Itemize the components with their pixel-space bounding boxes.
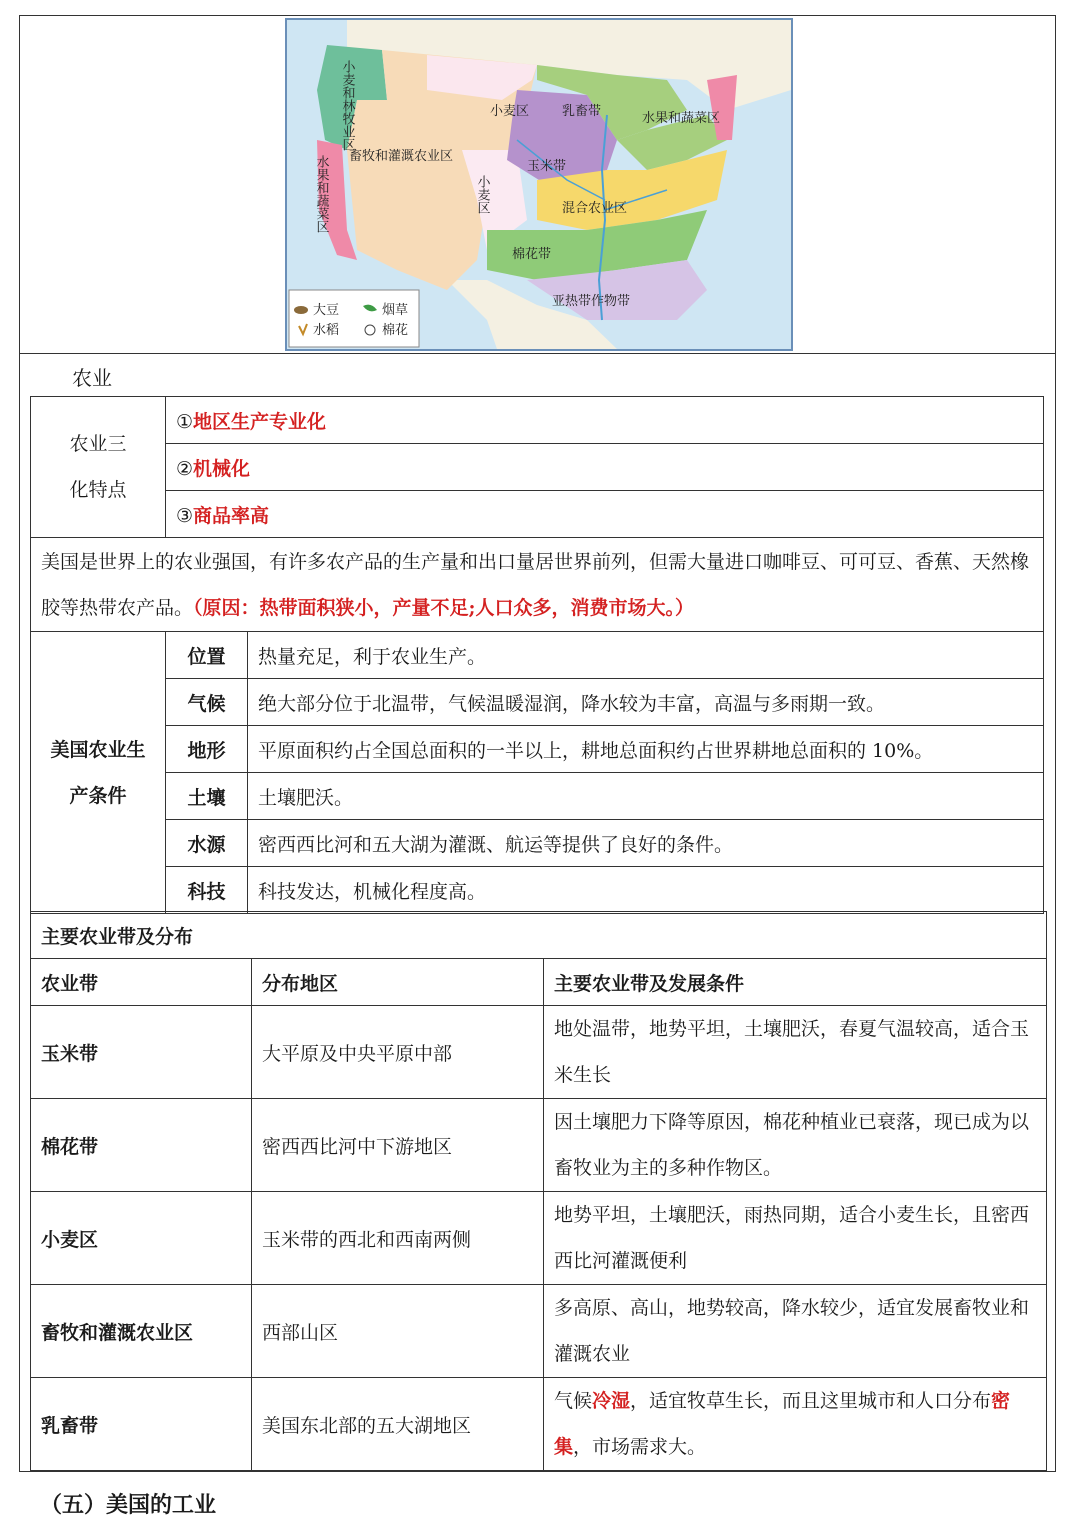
map-label-cotton: 棉花带 xyxy=(512,247,552,262)
three-features-label: 农业三化特点 xyxy=(31,397,166,538)
condition-desc: 土壤肥沃。 xyxy=(248,773,1044,820)
condition-desc: 绝大部分位于北温带，气候温暖湿润，降水较为丰富，高温与多雨期一致。 xyxy=(248,679,1044,726)
belt-area: 玉米带的西北和西南两侧 xyxy=(252,1192,544,1285)
agriculture-table xyxy=(30,396,1044,914)
belts-title: 主要农业带及分布 xyxy=(31,912,1047,959)
belt-area: 大平原及中央平原中部 xyxy=(252,1006,544,1099)
map-label-wheat-south: 小麦区 xyxy=(474,175,490,214)
belt-name: 畜牧和灌溉农业区 xyxy=(31,1285,252,1378)
map-label-subtropical: 亚热带作物带 xyxy=(552,294,631,309)
belt-area: 西部山区 xyxy=(252,1285,544,1378)
belts-header-name: 农业带 xyxy=(31,959,252,1006)
map-graphic xyxy=(287,20,791,349)
usa-agriculture-map xyxy=(285,18,793,351)
belts-table xyxy=(30,911,1047,1471)
map-label-wheat-forest-pasture: 小麦和林牧业区 xyxy=(339,60,355,151)
agriculture-intro: 美国是世界上的农业强国，有许多农产品的生产量和出口量居世界前列，但需大量进口咖啡豆、可可豆、香蕉、天然橡胶等热带农产品。（原因：热带面积狭小，产量不足;人口众多，消费市场大。） xyxy=(31,538,1044,632)
map-label-fruit-veg-east: 水果和蔬菜区 xyxy=(642,111,721,126)
belts-header-cond: 主要农业带及发展条件 xyxy=(544,959,1047,1006)
belt-name: 玉米带 xyxy=(31,1006,252,1099)
map-label-fruit-veg-west: 水果和蔬菜区 xyxy=(313,155,329,233)
condition-desc: 密西西比河和五大湖为灌溉、航运等提供了良好的条件。 xyxy=(248,820,1044,867)
legend-tobacco-label: 烟草 xyxy=(382,303,409,318)
map-label-pasture-irrigation: 畜牧和灌溉农业区 xyxy=(349,149,454,164)
feature-3: ③商品率高 xyxy=(166,491,1044,538)
condition-factor: 地形 xyxy=(166,726,248,773)
map-label-wheat-north: 小麦区 xyxy=(490,104,530,119)
belt-name: 棉花带 xyxy=(31,1099,252,1192)
condition-desc: 热量充足，利于农业生产。 xyxy=(248,632,1044,679)
feature-2: ②机械化 xyxy=(166,444,1044,491)
belt-name: 小麦区 xyxy=(31,1192,252,1285)
legend-cotton-label: 棉花 xyxy=(382,323,409,338)
legend-rice-label: 水稻 xyxy=(313,323,340,338)
condition-desc: 科技发达，机械化程度高。 xyxy=(248,867,1044,914)
belt-area: 密西西比河中下游地区 xyxy=(252,1099,544,1192)
condition-factor: 位置 xyxy=(166,632,248,679)
condition-factor: 气候 xyxy=(166,679,248,726)
belt-area: 美国东北部的五大湖地区 xyxy=(252,1378,544,1471)
belt-name: 乳畜带 xyxy=(31,1378,252,1471)
condition-factor: 土壤 xyxy=(166,773,248,820)
next-section-heading: （五）美国的工业 xyxy=(40,1492,217,1518)
belts-header-area: 分布地区 xyxy=(252,959,544,1006)
map-label-corn: 玉米带 xyxy=(527,159,567,174)
belt-cond: 因土壤肥力下降等原因，棉花种植业已衰落，现已成为以畜牧业为主的多种作物区。 xyxy=(544,1099,1047,1192)
legend-soybean-label: 大豆 xyxy=(313,303,340,318)
belt-cond: 多高原、高山，地势较高，降水较少，适宜发展畜牧业和灌溉农业 xyxy=(544,1285,1047,1378)
belt-cond: 地处温带，地势平坦，土壤肥沃，春夏气温较高，适合玉米生长 xyxy=(544,1006,1047,1099)
condition-desc: 平原面积约占全国总面积的一半以上，耕地总面积约占世界耕地总面积的 10%。 xyxy=(248,726,1044,773)
condition-factor: 水源 xyxy=(166,820,248,867)
map-label-dairy: 乳畜带 xyxy=(562,104,602,119)
document-frame xyxy=(19,15,1056,1472)
conditions-label: 美国农业生产条件 xyxy=(31,632,166,914)
belt-cond: 地势平坦，土壤肥沃，雨热同期，适合小麦生长，且密西西比河灌溉便利 xyxy=(544,1192,1047,1285)
belt-cond-dairy: 气候冷湿，适宜牧草生长，而且这里城市和人口分布密集，市场需求大。 xyxy=(544,1378,1047,1471)
feature-1: ①地区生产专业化 xyxy=(166,397,1044,444)
map-section xyxy=(20,16,1055,354)
agriculture-title: 农业 xyxy=(72,366,112,390)
map-label-mixed: 混合农业区 xyxy=(562,201,628,216)
condition-factor: 科技 xyxy=(166,867,248,914)
